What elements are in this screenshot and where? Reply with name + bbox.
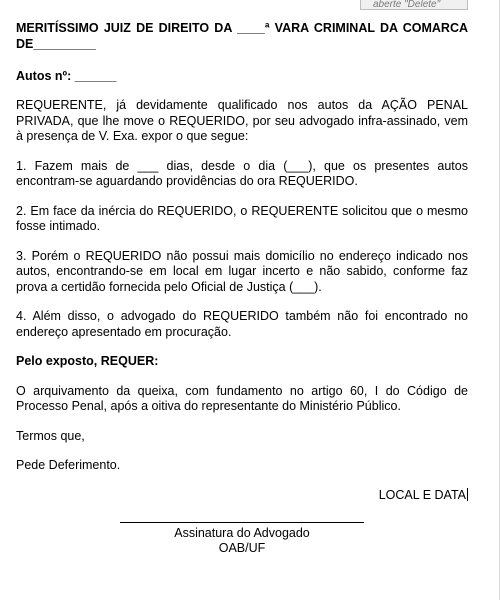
local-date-text: LOCAL E DATA: [378, 487, 466, 502]
termos-que: Termos que,: [16, 428, 85, 443]
autos-number: Autos nº: ______: [16, 69, 117, 83]
signature-oab: OAB/UF: [218, 541, 266, 555]
pede-deferimento: Pede Deferimento.: [16, 458, 121, 472]
signature-line: [120, 522, 364, 523]
item-2-paragraph: 2. Em face da inércia do REQUERIDO, o REQUERENTE solicitou que o mesmo fosse intimado.: [16, 203, 468, 233]
signature-block: [120, 522, 364, 556]
local-date-line[interactable]: [16, 488, 468, 504]
instruction-hint-text: aberte "Delete": [373, 0, 441, 10]
item-4-paragraph: 4. Além disso, o advogado do REQUERIDO também não foi encontrado no endereço apresentado em procuração.: [16, 309, 468, 339]
signature-name: Assinatura do Advogado: [174, 526, 310, 540]
item-3-paragraph: 3. Porém o REQUERIDO não possui mais domicílio no endereço indicado nos autos, encontrando-se em local em lugar incerto e não sabido, conforme faz prova a certidão fornecida pelo Oficial de Justiça (___).: [16, 248, 468, 294]
intro-paragraph: REQUERENTE, já devidamente qualificado nos autos da AÇÃO PENAL PRIVADA, que lhe move o REQUERIDO, por seu advogado infra-assinado, vem à presença de V. Exa. expor o que segue:: [16, 98, 468, 143]
request-paragraph: O arquivamento da queixa, com fundamento no artigo 60, I do Código de Processo Penal, após a oitiva do representante do Ministério Público.: [16, 383, 468, 413]
pelo-exposto-heading: Pelo exposto, REQUER:: [16, 354, 159, 368]
petition-title: MERITÍSSIMO JUIZ DE DIREITO DA ____ª VARA CRIMINAL DA COMARCA DE_________: [16, 21, 468, 51]
item-1-paragraph: 1. Fazem mais de ___ dias, desde o dia (___), que os presentes autos encontram-se aguardando providências do ora REQUERIDO.: [16, 158, 468, 188]
instruction-hint: [360, 0, 468, 10]
petition-document: [16, 20, 468, 503]
text-cursor: [467, 488, 468, 501]
